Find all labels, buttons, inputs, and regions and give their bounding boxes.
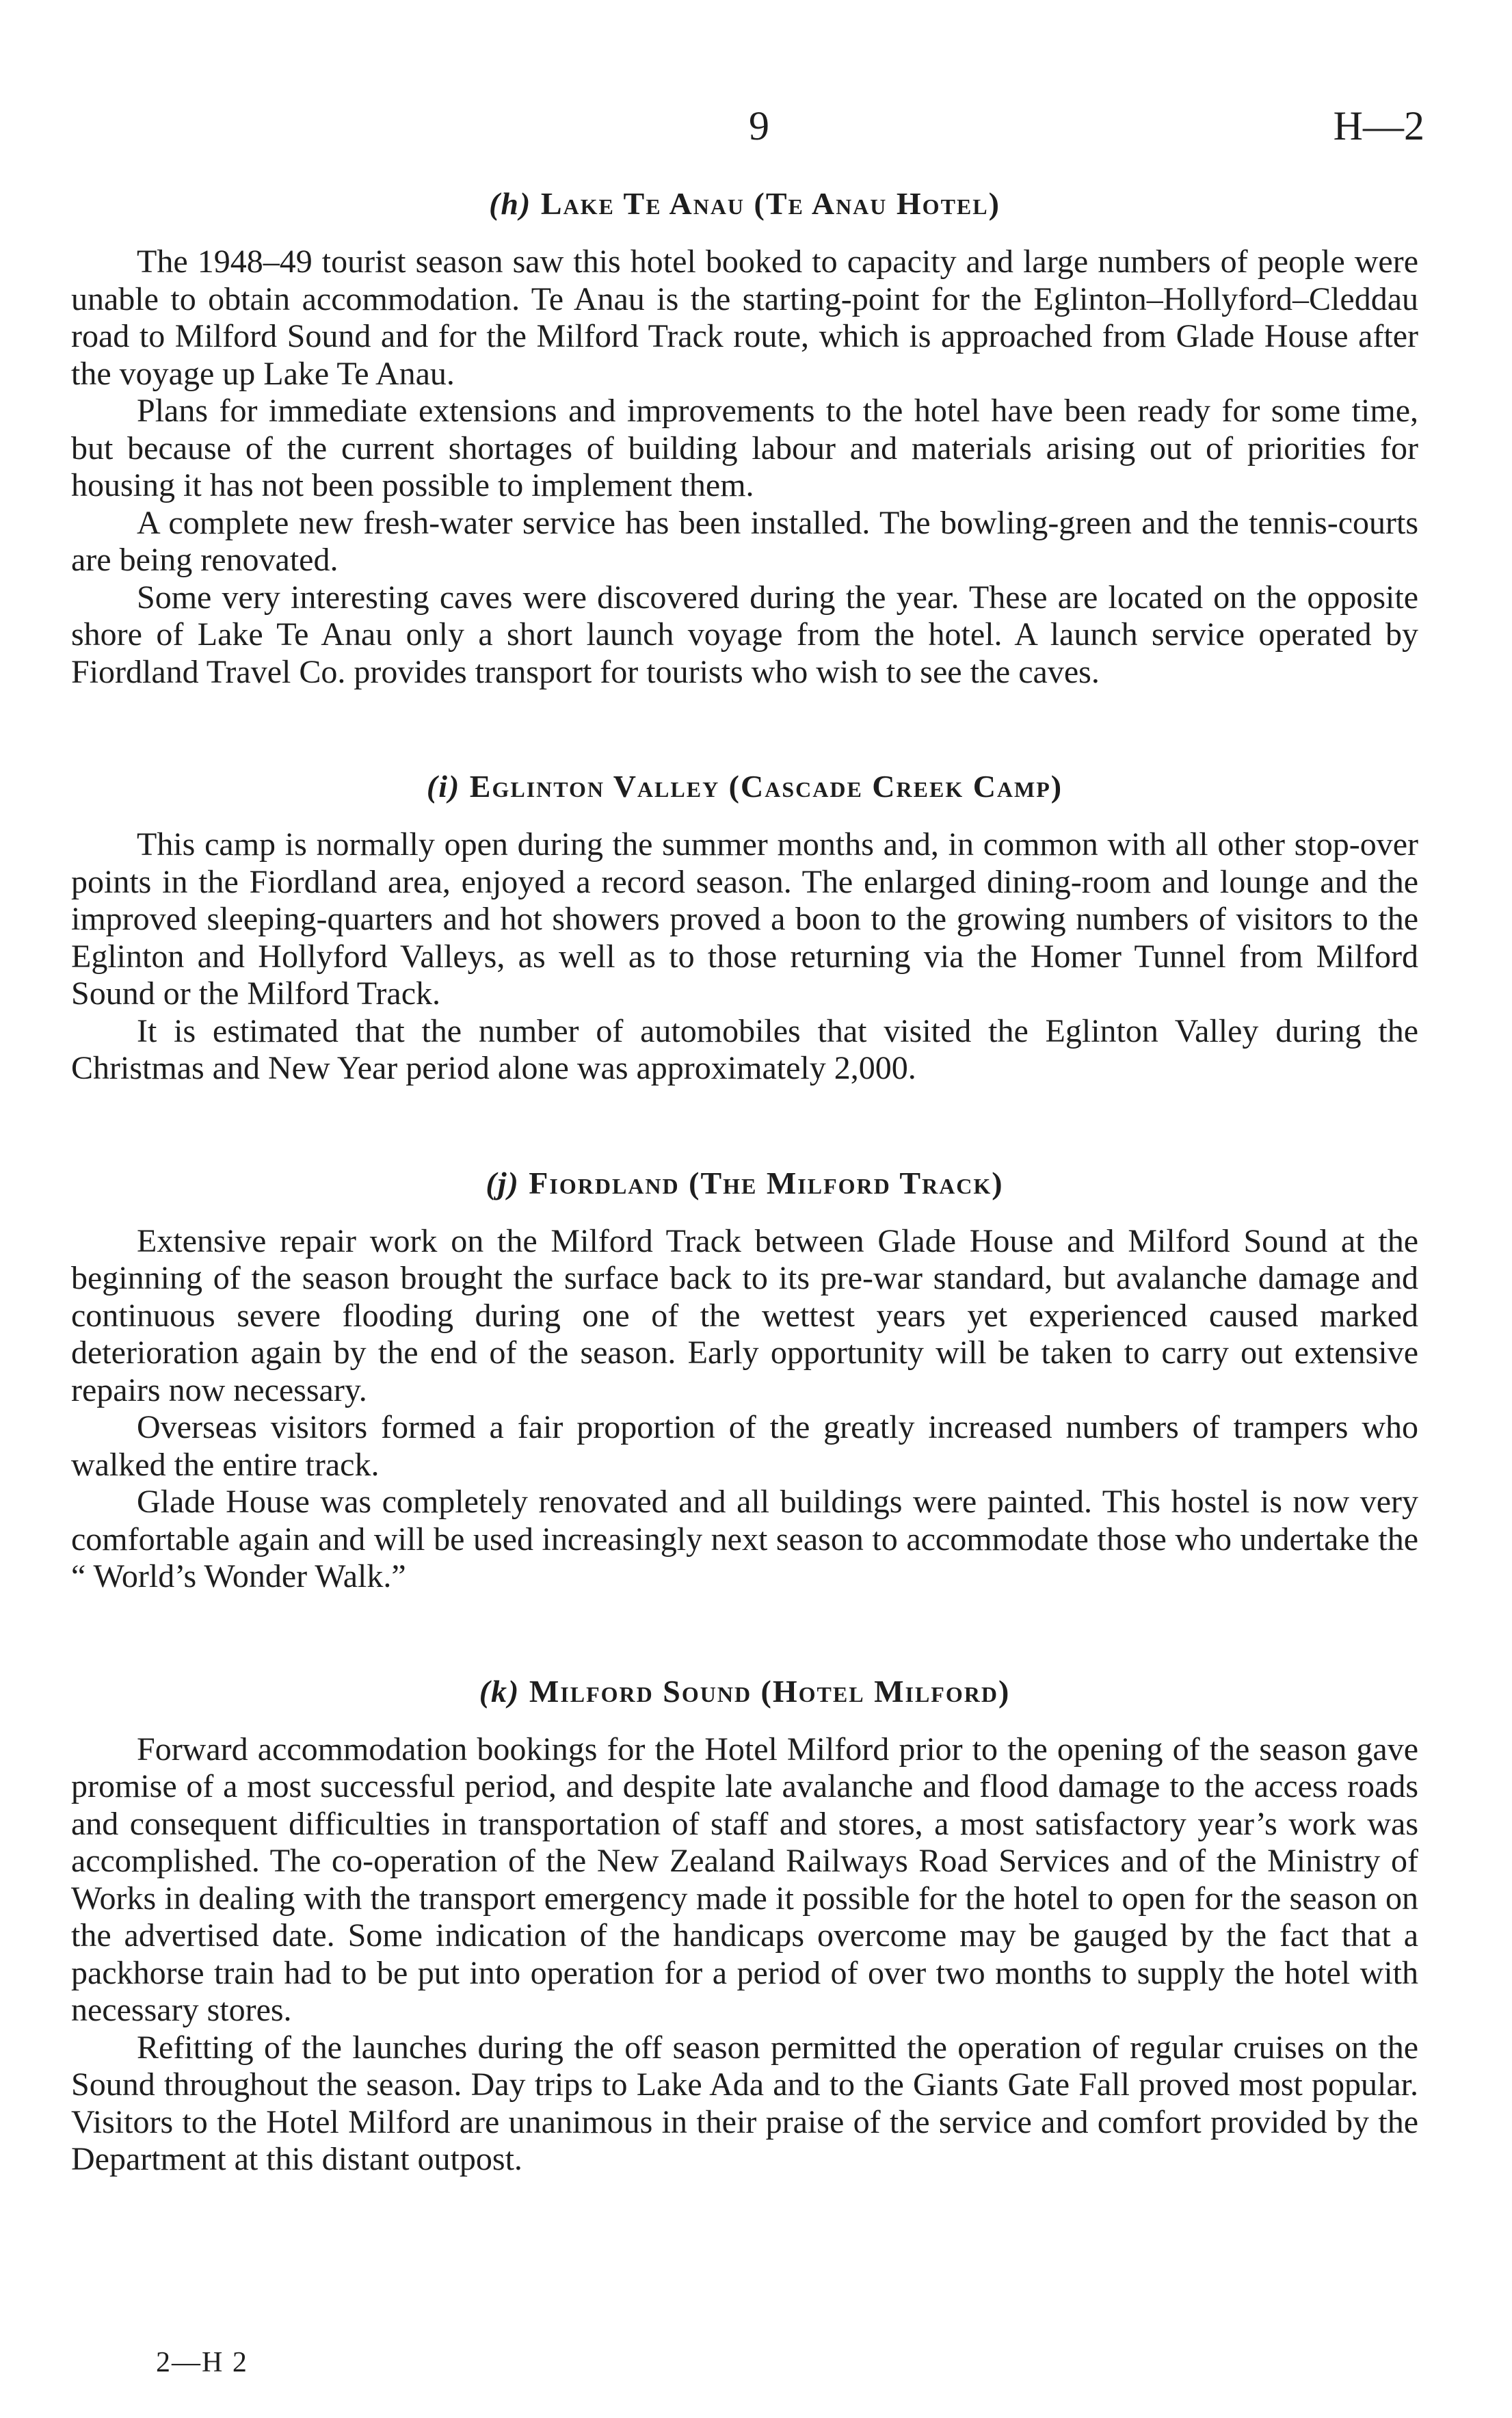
paragraph: It is estimated that the number of automobiles that visited the Eglinton Valley during the Christmas and New Year period alone was approximately 2,000. [71,1012,1418,1086]
section-milford-sound [71,1671,1418,2179]
section-letter: (i) [426,769,461,804]
section-letter: (h) [489,186,532,221]
paragraph: Plans for immediate extensions and improvements to the hotel have been ready for some time, but because of the current shortages of building labour and materials arising out of priorities for housing it has not been possible to implement them. [71,393,1418,503]
document-reference: H—2 [1333,103,1424,148]
paragraph: Overseas visitors formed a fair proportion of the greatly increased numbers of trampers who walked the entire track. [71,1409,1418,1483]
page-number: 9 [749,103,769,148]
section-fiordland [71,1163,1418,1596]
paragraph: The 1948–49 tourist season saw this hotel booked to capacity and large numbers of people were unable to obtain accommodation. Te Anau is the starting-point for the Eglinton–Hollyford–Cleddau road to Milford Sound and for the Milford Track route, which is approached from Glade House after the voyage up Lake Te Anau. [71,244,1418,392]
section-title: Fiordland (The Milford Track) [529,1165,1004,1200]
section-title: Lake Te Anau (Te Anau Hotel) [540,186,1000,221]
section-eglinton-valley [71,766,1418,1088]
section-heading [71,1671,1418,1712]
section-title: Eglinton Valley (Cascade Creek Camp) [469,769,1063,804]
paragraph: Refitting of the launches during the off season permitted the operation of regular cruises on the Sound throughout the season. Day trips to Lake Ada and to the Giants Gate Fall proved most popular. Visitors to the Hotel Milford are unanimous in their praise of the service and comfort provided by the Department at this distant outpost. [71,2029,1418,2177]
page-content [71,183,1418,2179]
paragraph: Forward accommodation bookings for the Hotel Milford prior to the opening of the season gave promise of a most successful period, and despite late avalanche and flood damage to the access roads and consequent difficulties in transportation of staff and stores, a most satisfactory year’s work was accomplished. The co-operation of the New Zealand Railways Road Services and of the Ministry of Works in dealing with the transport emergency made it possible for the hotel to open for the season on the advertised date. Some indication of the handicaps overcome may be gauged by the fact that a packhorse train had to be put into operation for a period of over two months to supply the hotel with necessary stores. [71,1731,1418,2028]
section-lake-te-anau [71,183,1418,691]
paragraph: Glade House was completely renovated and all buildings were painted. This hostel is now very comfortable again and will be used increasingly next season to accommodate those who undertake the “ World’s Wonder Walk.” [71,1484,1418,1594]
section-title: Milford Sound (Hotel Milford) [529,1673,1011,1709]
section-heading [71,766,1418,807]
signature-mark: 2—H 2 [156,2347,248,2378]
paragraph: Some very interesting caves were discovered during the year. These are located on the opposite shore of Lake Te Anau only a short launch voyage from the hotel. A launch service operated by Fiordland Travel Co. provides transport for tourists who wish to see the caves. [71,579,1418,690]
page-header [0,103,1512,157]
section-heading [71,1163,1418,1204]
paragraph: This camp is normally open during the summer months and, in common with all other stop-over points in the Fiordland area, enjoyed a record season. The enlarged dining-room and lounge and the improved sleeping-quarters and hot showers proved a boon to the growing numbers of visitors to the Eglinton and Hollyford Valleys, as well as to those returning via the Homer Tunnel from Milford Sound or the Milford Track. [71,826,1418,1012]
section-letter: (k) [479,1673,520,1709]
section-heading [71,183,1418,224]
paragraph: Extensive repair work on the Milford Track between Glade House and Milford Sound at the beginning of the season brought the surface back to its pre-war standard, but avalanche damage and continuous severe flooding during one of the wettest years yet experienced caused marked deterioration again by the end of the season. Early opportunity will be taken to carry out extensive repairs now necessary. [71,1222,1418,1408]
section-letter: (j) [486,1165,520,1200]
paragraph: A complete new fresh-water service has been installed. The bowling-green and the tennis-courts are being renovated. [71,504,1418,578]
